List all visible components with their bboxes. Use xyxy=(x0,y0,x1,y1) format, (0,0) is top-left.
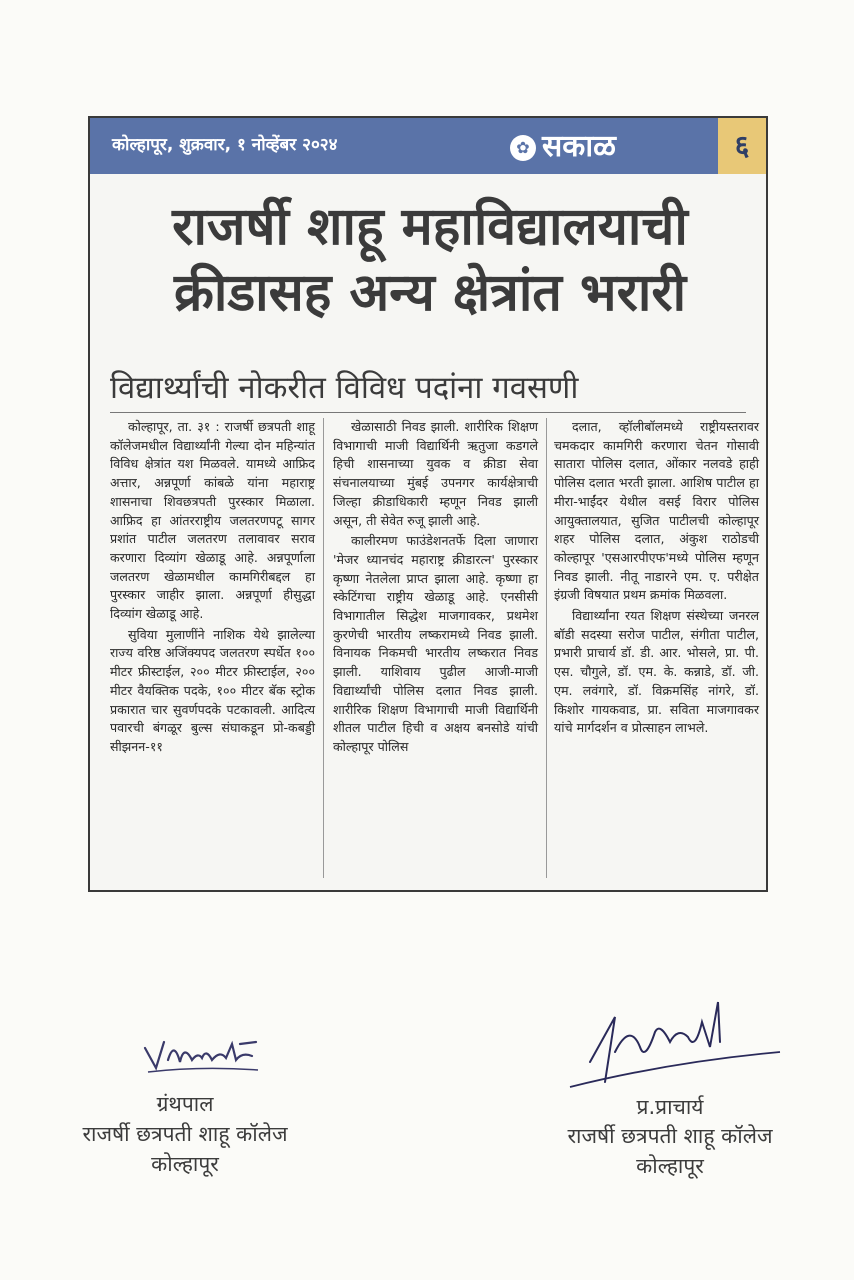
paragraph: सुविया मुलाणींने नाशिक येथे झालेल्या राज्य वरिष्ठ अजिंक्यपद जलतरण स्पर्धेत १०० मीटर फ्रीस्टाईल, २०० मीटर फ्रीस्टाईल, २०० मीटर वैयक्तिक पदके, १०० मीटर बॅक स्ट्रोक प्रकारात चार सुवर्णपदके पटकावली. आदित्य पवारची बंगळूर बुल्स संघाकडून प्रो-कबड्डी सीझनन-११ xyxy=(110,626,315,754)
principal-city: कोल्हापूर xyxy=(636,1154,704,1178)
librarian-title: ग्रंथपाल xyxy=(156,1092,214,1116)
paper-name xyxy=(510,124,616,165)
subheadline: विद्यार्थ्यांची नोकरीत विविध पदांना गवसणी xyxy=(110,370,579,406)
paper-name-text: सकाळ xyxy=(542,129,616,164)
paragraph: कालीरमण फाउंडेशनतर्फे दिला जाणारा 'मेजर ध्यानचंद महाराष्ट्र क्रीडारत्न' पुरस्कार कृष्णा नेतलेला प्राप्त झाला आहे. कृष्णा हा स्केटिंगचा राष्ट्रीय खेळाडू आहे. एनसीसी विभागातील सिद्धेश माजगावकर, प्रथमेश कुरणेची भारतीय लष्करामध्ये निवड झाली. विनायक निकमची भारतीय लष्करात निवड झाली. याशिवाय पुढील आजी-माजी विद्यार्थ्यांची पोलिस दलात निवड झाली. शारीरिक शिक्षण विभागाची माजी विद्यार्थिनी शीतल पाटील हिची व अक्षय बनसोडे यांची कोल्हापूर पोलिस xyxy=(333,533,538,754)
librarian-signature xyxy=(140,1030,270,1080)
masthead xyxy=(90,118,766,174)
paragraph: दलात, व्हॉलीबॉलमध्ये राष्ट्रीयस्तरावर चमकदार कामगिरी करणारा चेतन गोसावी सातारा पोलिस दलात, ओंकार नलवडे हाही पोलिस दलात भरती झाला. आशिष पाटील हा मीरा-भाईंदर येथील वसई विरार पोलिस आयुक्तालयात, सुजित पाटीलची कोल्हापूर शहर पोलिस दलात, अंकुश राठोडची कोल्हापूर 'एसआरपीएफ'मध्ये पोलिस म्हणून निवड झाली. नीतू नाडारने एम. ए. परीक्षेत इंग्रजी विषयात प्रथम क्रमांक मिळवला. xyxy=(554,419,759,603)
article-column-3 xyxy=(554,418,759,740)
principal-signature xyxy=(560,992,790,1097)
divider xyxy=(110,412,746,413)
headline xyxy=(100,194,760,326)
page-number: ६ xyxy=(718,118,766,174)
paragraph: विद्यार्थ्यांना रयत शिक्षण संस्थेच्या जनरल बॉडी सदस्या सरोज पाटील, संगीता पाटील, प्रभारी प्राचार्य डॉ. डी. आर. भोसले, प्रा. पी. एस. चौगुले, डॉ. एम. के. कन्नाडे, डॉ. जी. एम. लवंगारे, डॉ. विक्रमसिंह नांगरे, डॉ. किशोर गायकवाड, प्रा. सविता माजगावकर यांचे मार्गदर्शन व प्रोत्साहन लाभले. xyxy=(554,608,759,736)
principal-title: प्र.प्राचार्य xyxy=(636,1095,704,1119)
headline-line-1: राजर्षी शाहू महाविद्यालयाची xyxy=(172,197,688,257)
dateline: कोल्हापूर, शुक्रवार, १ नोव्हेंबर २०२४ xyxy=(112,135,338,155)
article-column-2 xyxy=(333,418,538,759)
headline-line-2: क्रीडासह अन्य क्षेत्रांत भरारी xyxy=(173,263,687,323)
paper-logo-icon: ✿ xyxy=(510,135,536,161)
article-column-1 xyxy=(110,418,315,759)
newspaper-clipping xyxy=(88,116,768,892)
paragraph: खेळासाठी निवड झाली. शारीरिक शिक्षण विभागाची माजी विद्यार्थिनी ऋतुजा कडगले हिची शासनाच्या युवक व क्रीडा सेवा संचनालयाच्या मुंबई उपनगर कार्यक्षेत्राची जिल्हा क्रीडाधिकारी म्हणून निवड झाली असून, ती सेवेत रुजू झाली आहे. xyxy=(333,419,538,528)
librarian-city: कोल्हापूर xyxy=(151,1152,219,1176)
column-divider xyxy=(323,418,324,878)
principal-institution: राजर्षी छत्रपती शाहू कॉलेज xyxy=(567,1124,773,1148)
librarian-institution: राजर्षी छत्रपती शाहू कॉलेज xyxy=(82,1122,288,1146)
paragraph: कोल्हापूर, ता. ३१ : राजर्षी छत्रपती शाहू कॉलेजमधील विद्यार्थ्यांनी गेल्या दोन महिन्यांत विविध क्षेत्रांत यश मिळवले. यामध्ये आफ्रिद अत्तार, अन्नपूर्णा कांबळे यांना महाराष्ट्र शासनाचा शिवछत्रपती पुरस्कार मिळाला. आफ्रिद हा आंतरराष्ट्रीय जलतरणपटू सागर प्रशांत पाटील जलतरण तलावावर सराव करणारा दिव्यांग खेळाडू आहे. अन्नपूर्णाला जलतरण खेळामधील कामगिरीबद्दल हा पुरस्कार जाहीर झाला. अन्नपूर्णा हीसुद्धा दिव्यांग खेळाडू आहे. xyxy=(110,419,315,622)
column-divider xyxy=(546,418,547,878)
